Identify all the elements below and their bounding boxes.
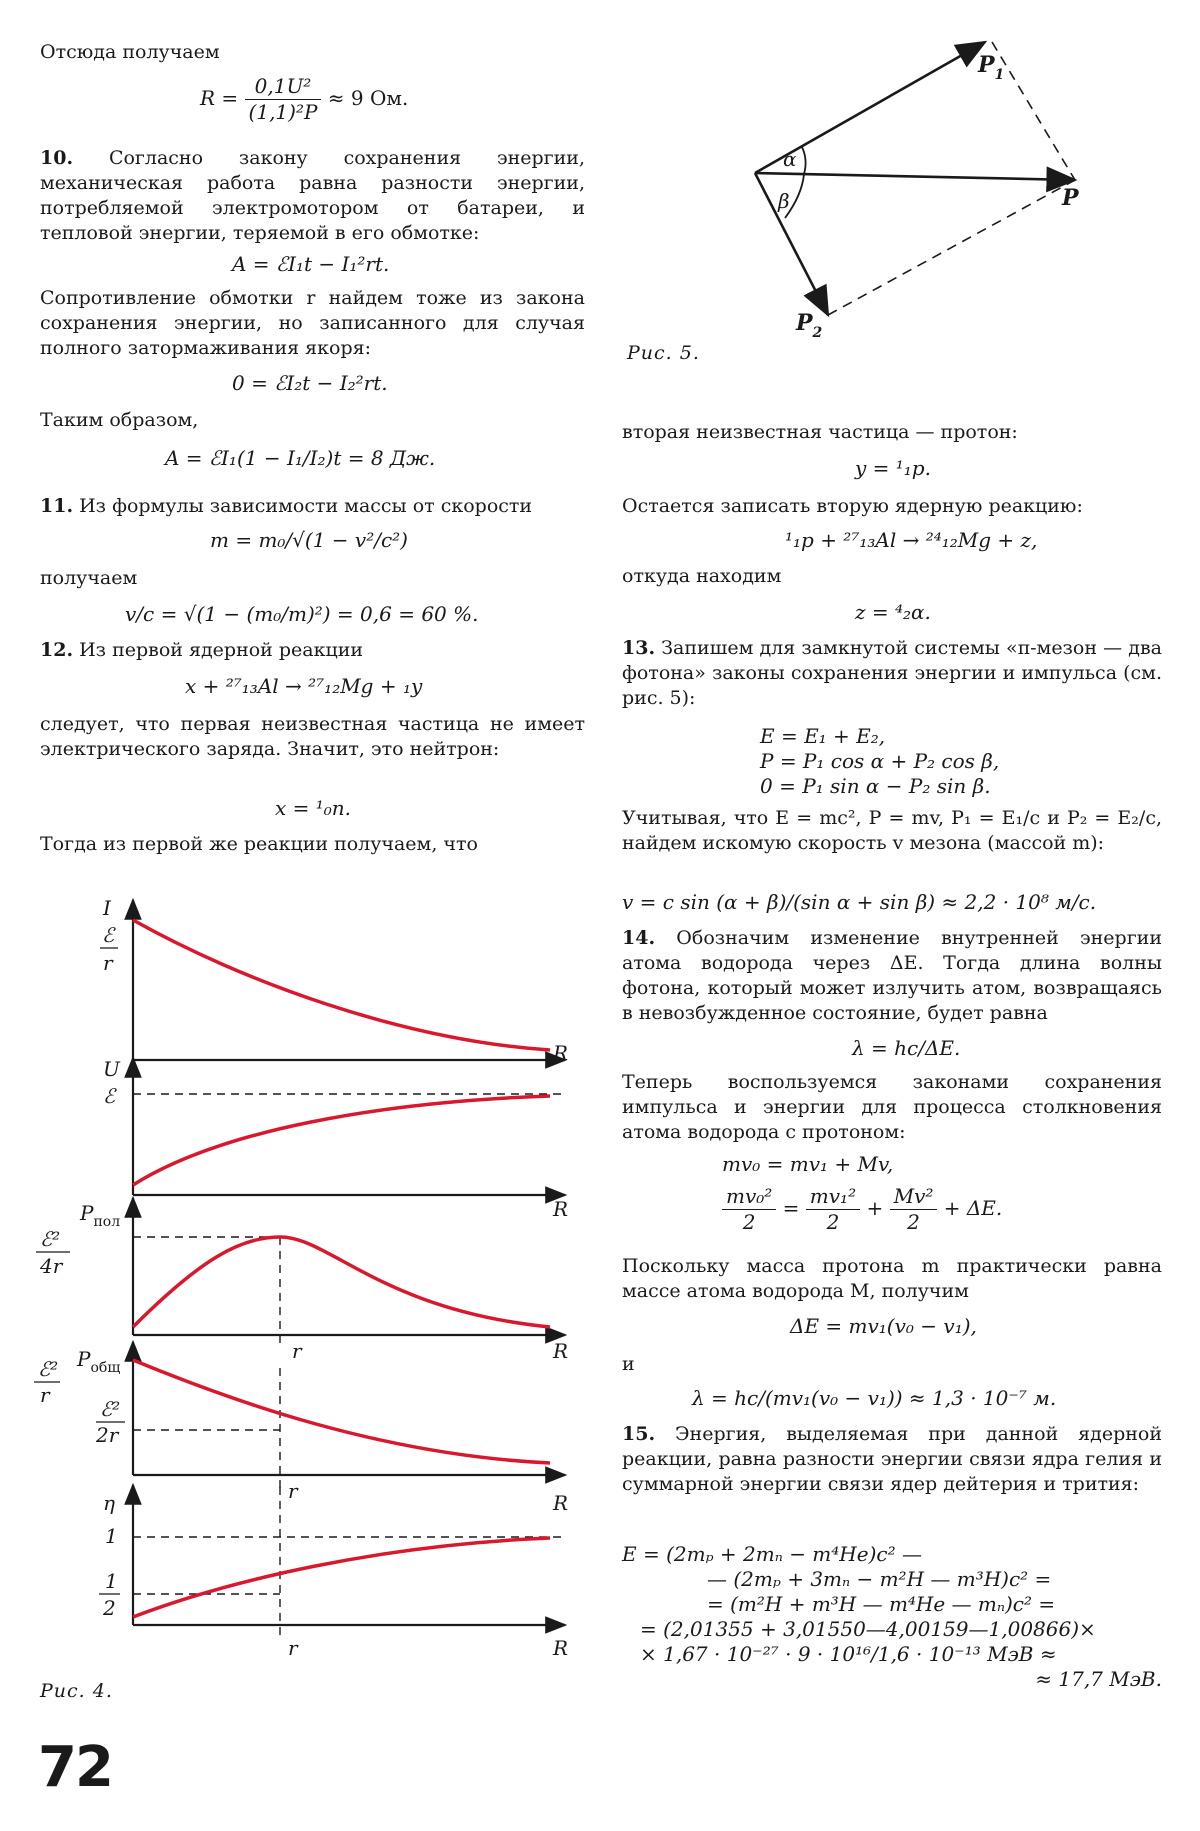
paragraph-13: 13. Запишем для замкнутой системы «π-мезон — два фотона» законы сохранения энергии и импульса (см. рис. 5):	[622, 637, 1162, 709]
label-P: P	[1062, 185, 1079, 211]
g1-ylabel: I	[103, 896, 111, 920]
g5-xmark: r	[288, 1636, 298, 1660]
equation-reaction-2: ¹₁p + ²⁷₁₃Al → ²⁴₁₂Mg + z,	[785, 528, 1038, 552]
dashed-P2-P	[828, 180, 1075, 315]
paragraph-11: 11. Из формулы зависимости массы от скорости	[40, 495, 533, 517]
label-P2: $P_2$	[796, 310, 823, 341]
g5-curve	[133, 1538, 550, 1617]
g4-curve	[133, 1360, 550, 1463]
g1-curve	[133, 920, 550, 1050]
equation-alpha: z = ⁴₂α.	[855, 600, 931, 624]
equation-delta-E: ΔE = mv₁(v₀ − v₁),	[790, 1314, 977, 1338]
equation-momentum: mv₀ = mv₁ + Mv,	[722, 1152, 894, 1176]
paragraph-10: 10. Согласно закону сохранения энергии, механическая работа равна разности энергии, потребляемой электромотором от батареи, и тепловой энергии, теряемой в его обмотке:	[40, 147, 585, 244]
g5-yval2-num: 1	[105, 1569, 118, 1593]
g3-yval-den: 4r	[40, 1254, 63, 1278]
label-alpha: α	[783, 147, 797, 171]
paragraph-11b: получаем	[40, 567, 138, 589]
equation-meson-speed: v = c sin (α + β)/(sin α + sin β) ≈ 2,2 · 10⁸ м/с.	[622, 890, 1097, 914]
equation-wavelength-1: λ = hc/ΔE.	[852, 1036, 961, 1060]
vector-P2	[755, 173, 828, 315]
equations-13: E = E₁ + E₂, P = P₁ cos α + P₂ cos β, 0 = P₁ sin α − P₂ sin β.	[760, 724, 1000, 798]
g2-yval: ℰ	[103, 1084, 116, 1108]
paragraph-14: 14. Обозначим изменение внутренней энергии атома водорода через ΔE. Тогда длина волны фотона, который может излучить атом, возвращаясь в невозбужденное состояние, будет равна	[622, 927, 1162, 1024]
g2-ylabel: U	[103, 1057, 120, 1081]
label-beta: β	[778, 189, 790, 213]
g4-yval2-num: ℰ²	[100, 1397, 121, 1421]
paragraph-10c: Таким образом,	[40, 409, 199, 431]
equation-energy: $\frac{\text{mv₀²}}{2}$ = $\frac{\text{mv₁²}}{2}$ + $\frac{\text{Mv²}}{2}$ + ΔE.	[722, 1184, 1002, 1235]
equation-wavelength-2: λ = hc/(mv₁(v₀ − v₁)) ≈ 1,3 · 10⁻⁷ м.	[692, 1386, 1057, 1410]
intro-text: Отсюда получаем	[40, 41, 220, 63]
dashed-P1-P	[992, 42, 1075, 180]
g5-yval1: 1	[105, 1524, 118, 1548]
g4-xlabel: R	[553, 1491, 569, 1515]
equation-neutron: x = ¹₀n.	[275, 796, 352, 820]
equations-15: E = (2mₚ + 2mₙ − m⁴He)c² — — (2mₚ + 3mₙ − m²H — m³H)c² = = (m²H + m³H — m⁴He — mₙ)c² = = (2,01355 + 3,01550—4,00159—1,00866)× × 1,67 · 10⁻²⁷ · 9 · 10¹⁶/1,6 · 10⁻¹³ МэВ ≈ ≈ 17,7 МэВ.	[622, 1542, 1162, 1691]
g3-curve	[133, 1237, 550, 1327]
g2-curve	[133, 1096, 550, 1185]
right-find: откуда находим	[622, 565, 782, 587]
g4-yval2-den: 2r	[96, 1423, 119, 1447]
paragraph-13b: Учитывая, что E = mc², P = mv, P₁ = E₁/c и P₂ = E₂/c, найдем искомую скорость v мезона (массой m):	[622, 807, 1162, 854]
figure-5-caption: Рис. 5.	[627, 342, 700, 364]
g1-xlabel: R	[553, 1041, 569, 1065]
g3-xlabel: R	[553, 1339, 569, 1363]
g1-yval-num: ℰ	[102, 923, 115, 947]
angle-alpha-arc	[802, 147, 806, 174]
equation-proton: y = ¹₁p.	[855, 456, 931, 480]
g3-ylabel: $P_{пол}$	[80, 1201, 121, 1230]
g3-yval-num: ℰ²	[40, 1227, 61, 1251]
g4-xmark: r	[288, 1479, 298, 1503]
right-next: Остается записать вторую ядерную реакцию:	[622, 495, 1083, 517]
g5-xlabel: R	[553, 1636, 569, 1660]
g3-xmark: r	[292, 1339, 302, 1363]
g5-ylabel: η	[103, 1491, 115, 1515]
equation-speed-ratio: v/c = √(1 − (m₀/m)²) = 0,6 = 60 %.	[125, 602, 479, 626]
g4-yval1-den: r	[40, 1383, 50, 1407]
equation-zero: 0 = ℰI₂t − I₂²rt.	[232, 371, 388, 395]
right-continuation: вторая неизвестная частица — протон:	[622, 421, 1018, 443]
paragraph-12: 12. Из первой ядерной реакции	[40, 639, 364, 661]
paragraph-12b: следует, что первая неизвестная частица не имеет электрического заряда. Значит, это нейтрон:	[40, 713, 585, 760]
word-and: и	[622, 1353, 635, 1375]
g1-yval-den: r	[103, 951, 113, 975]
figure-5	[700, 20, 1180, 350]
g4-ylabel: $P_{общ}$	[77, 1347, 121, 1376]
equation-resistance: R = $\frac{\text{0,1U²}}{\text{(1,1)²P}}$ ≈ 9 Ом.	[200, 74, 409, 124]
equation-work-2: A = ℰI₁(1 − I₁/I₂)t = 8 Дж.	[165, 446, 436, 470]
g2-xlabel: R	[553, 1197, 569, 1221]
equation-mass: m = m₀/√(1 − v²/c²)	[210, 528, 408, 552]
g4-yval1-num: ℰ²	[38, 1357, 59, 1381]
page-number: 72	[38, 1735, 112, 1800]
equation-work-1: A = ℰI₁t − I₁²rt.	[232, 252, 390, 276]
g5-yval2-den: 2	[103, 1596, 116, 1620]
label-P1: $P_1$	[978, 52, 1005, 83]
paragraph-14c: Поскольку масса протона m практически равна массе атома водорода M, получим	[622, 1255, 1162, 1302]
figure-4-caption: Рис. 4.	[40, 1680, 113, 1702]
paragraph-15: 15. Энергия, выделяемая при данной ядерной реакции, равна разности энергии связи ядра гелия и суммарной энергии связи ядер дейтерия и трития:	[622, 1423, 1162, 1495]
figure-4	[0, 880, 600, 1730]
paragraph-10b: Сопротивление обмотки r найдем тоже из закона сохранения энергии, но записанного для случая полного затормаживания якоря:	[40, 287, 585, 359]
paragraph-12c: Тогда из первой же реакции получаем, что	[40, 833, 478, 855]
paragraph-14b: Теперь воспользуемся законами сохранения импульса и энергии для процесса столкновения атома водорода с протоном:	[622, 1071, 1162, 1143]
equation-reaction-1: x + ²⁷₁₃Al → ²⁷₁₂Mg + ₁y	[185, 674, 423, 698]
